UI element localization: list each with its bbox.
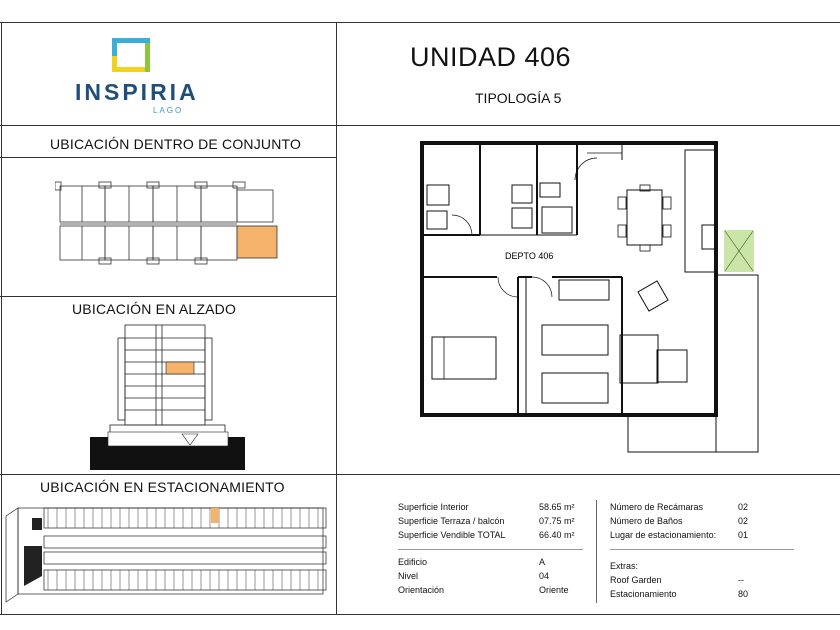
spec-value: 02	[738, 502, 749, 512]
spec-row	[610, 589, 750, 603]
spec-label: Número de Baños	[610, 516, 683, 526]
section-conjunto-title: UBICACIÓN DENTRO DE CONJUNTO	[50, 136, 302, 152]
spec-row	[398, 571, 583, 585]
spec-value: 07.75 m²	[539, 516, 575, 526]
elevation-drawing	[90, 320, 245, 475]
spec-label: Roof Garden	[610, 575, 662, 585]
brand-name: INSPIRIA	[75, 79, 199, 105]
spec-row	[398, 557, 583, 571]
spec-surfaces	[398, 502, 583, 544]
spec-value: Oriente	[539, 585, 569, 595]
spec-label: Superficie Interior	[398, 502, 469, 512]
spec-building	[398, 557, 583, 599]
spec-value: 66.40 m²	[539, 530, 575, 540]
extras-title: Extras:	[610, 561, 639, 571]
section-estacionamiento-title: UBICACIÓN EN ESTACIONAMIENTO	[40, 479, 285, 495]
header-divider	[0, 125, 840, 126]
bottom-border	[0, 614, 840, 615]
spec-value: 04	[539, 571, 550, 581]
spec-row	[610, 575, 750, 589]
spec-col-divider	[596, 500, 597, 603]
spec-value: --	[738, 575, 744, 585]
spec-label: Superficie Terraza / balcón	[398, 516, 505, 526]
spec-left-divider	[398, 549, 583, 550]
spec-label: Orientación	[398, 585, 445, 595]
left-border	[1, 22, 2, 615]
spec-label: Número de Recámaras	[610, 502, 704, 512]
brand-sub: LAGO	[153, 106, 184, 115]
typology-label: TIPOLOGÍA 5	[475, 90, 562, 106]
spec-value: 02	[738, 516, 749, 526]
spec-extras	[610, 561, 750, 603]
spec-value: 01	[738, 530, 749, 540]
column-divider	[336, 22, 337, 615]
spec-right-divider	[610, 549, 794, 550]
spec-row	[610, 502, 750, 516]
parking-plan-drawing	[4, 496, 334, 611]
spec-label: Lugar de estacionamiento:	[610, 530, 717, 540]
spec-row	[398, 530, 583, 544]
spec-row	[398, 516, 583, 530]
site-plan-drawing	[55, 180, 285, 275]
spec-label: Estacionamiento	[610, 589, 677, 599]
spec-row	[610, 530, 750, 544]
section-alzado-title: UBICACIÓN EN ALZADO	[72, 301, 237, 317]
spec-rooms	[610, 502, 750, 544]
conjunto-underline	[0, 157, 336, 158]
spec-row	[398, 585, 583, 599]
unit-plan-label: DEPTO 406	[505, 251, 554, 261]
floor-plan-drawing	[412, 135, 762, 465]
spec-label: Edificio	[398, 557, 428, 567]
top-border	[0, 22, 840, 23]
spec-row	[398, 502, 583, 516]
spec-row	[610, 516, 750, 530]
spec-label: Nivel	[398, 571, 419, 581]
spec-value: 58.65 m²	[539, 502, 575, 512]
unit-title: UNIDAD 406	[410, 42, 572, 72]
spec-label: Superficie Vendible TOTAL	[398, 530, 506, 540]
logo-mark	[112, 38, 150, 77]
left-section-divider	[0, 296, 336, 297]
spec-value: A	[539, 557, 546, 567]
spec-value: 80	[738, 589, 749, 599]
